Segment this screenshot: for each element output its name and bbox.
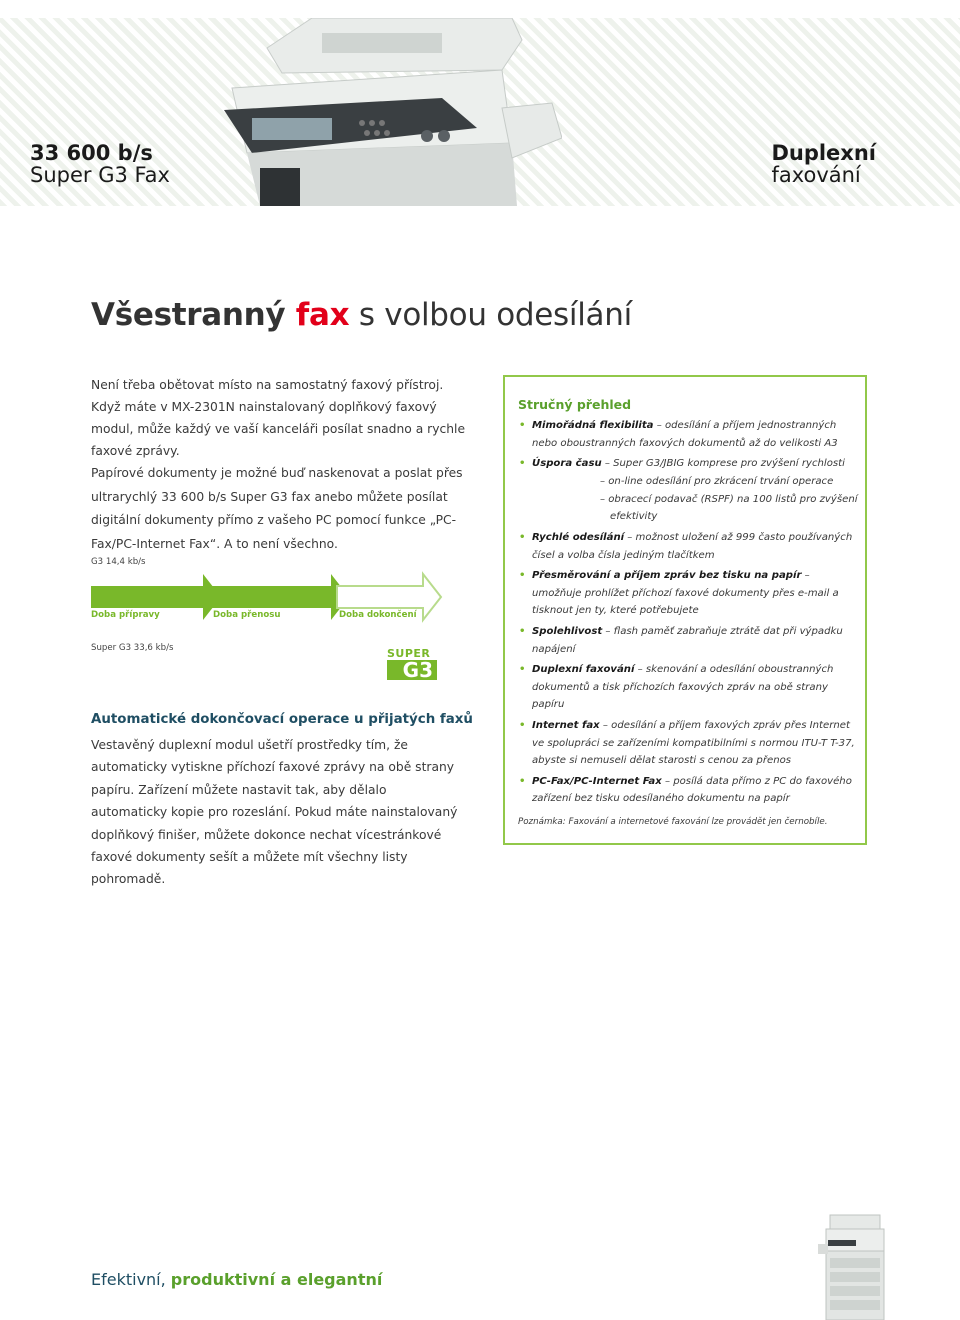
header-fax-speed: 33 600 b/s bbox=[30, 141, 153, 165]
header-duplex: Duplexní bbox=[771, 141, 876, 165]
page-title: Všestranný fax s volbou odesílání bbox=[91, 297, 632, 333]
list-item: • Přesměrování a příjem zpráv bez tisku na papír – umožňuje prohlížet příchozí faxové dokumenty přes e-mail a tisknout jen ty, které potřebujete bbox=[519, 569, 839, 617]
summary-title: Stručný přehled bbox=[518, 397, 632, 412]
copier-thumbnail bbox=[818, 1210, 892, 1320]
list-item: • PC-Fax/PC-Internet Fax – posílá data přímo z PC do faxového zařízení bez tisku odesílaného dokumentu na papír bbox=[519, 775, 852, 805]
header-faxing: faxování bbox=[771, 163, 861, 187]
section-heading: Automatické dokončovací operace u přijatých faxů bbox=[91, 712, 473, 727]
list-item: • Internet fax – odesílání a příjem faxových zpráv přes Internet ve spolupráci se zařízeními kompatibilními s normou ITU-T T-37, abyste si nemuseli dělat starosti s cenou za přenos bbox=[519, 719, 855, 767]
header-right-label bbox=[771, 142, 876, 186]
intro-paragraph-1: Není třeba obětovat místo na samostatný faxový přístroj. Když máte v MX-2301N nainstalovaný doplňkový faxový modul, může každý ve vaší kanceláři posílat snadno a rychle faxové zprávy. bbox=[91, 378, 466, 458]
summary-box bbox=[503, 375, 867, 845]
header-left-label bbox=[30, 142, 170, 186]
list-item: • Úspora času – Super G3/JBIG komprese pro zvýšení rychlosti – on-line odesílání pro zkrácení trvání operace – obracecí podavač (RSPF) na 100 listů pro zvýšení efektivity bbox=[519, 455, 861, 526]
intro-text bbox=[91, 374, 476, 556]
phase-completion: Doba dokončení bbox=[339, 610, 417, 620]
sub-item: – obracecí podavač (RSPF) na 100 listů pro zvýšení efektivity bbox=[600, 493, 858, 523]
summary-list bbox=[519, 417, 861, 811]
summary-note: Poznámka: Faxování a internetové faxování lze provádět jen černobíle. bbox=[518, 817, 828, 827]
list-item: • Duplexní faxování – skenování a odesílání oboustranných dokumentů a tisk příchozích faxových zpráv na obě strany papíru bbox=[519, 663, 834, 711]
phase-preparation: Doba přípravy bbox=[91, 610, 160, 620]
section-body: Vestavěný duplexní modul ušetří prostředky tím, že automaticky vytiskne příchozí faxové zprávy na obě strany papíru. Zařízení můžete nastavit tak, aby dělalo automaticky kopie pro rozeslání. Pokud máte nainstalovaný doplňkový finišer, můžete dokonce nechat vícestránkové faxové dokumenty sešít a můžete mít všechny listy pohromadě. bbox=[91, 738, 458, 887]
super-g3-speed-label: Super G3 33,6 kb/s bbox=[91, 643, 174, 653]
footer-tagline: Efektivní, produktivní a elegantní bbox=[91, 1270, 383, 1289]
super-g3-logo: SUPER G3 bbox=[387, 648, 442, 683]
copier-photo bbox=[212, 18, 562, 206]
sub-item: – on-line odesílání pro zkrácení trvání operace bbox=[600, 475, 834, 487]
speed-diagram bbox=[91, 553, 461, 693]
phase-transfer: Doba přenosu bbox=[213, 610, 281, 620]
list-item: • Rychlé odesílání – možnost uložení až 999 často používaných čísel a volba čísla jediným tlačítkem bbox=[519, 531, 853, 561]
header-fax-type: Super G3 Fax bbox=[30, 163, 170, 187]
list-item: • Mimořádná flexibilita – odesílání a příjem jednostranných nebo oboustranných faxových dokumentů až do velikosti A3 bbox=[519, 420, 838, 449]
list-item: • Spolehlivost – flash paměť zabraňuje ztrátě dat při výpadku napájení bbox=[519, 625, 843, 655]
g3-speed-label: G3 14,4 kb/s bbox=[91, 557, 146, 567]
intro-paragraph-2: Papírové dokumenty je možné buď naskenovat a poslat přes ultrarychlý 33 600 b/s Super G3 fax anebo můžete posílat digitální dokumenty přímo z vašeho PC pomocí funkce „PC-Fax/PC-Internet Fax“. A to není všechno. bbox=[91, 466, 463, 551]
